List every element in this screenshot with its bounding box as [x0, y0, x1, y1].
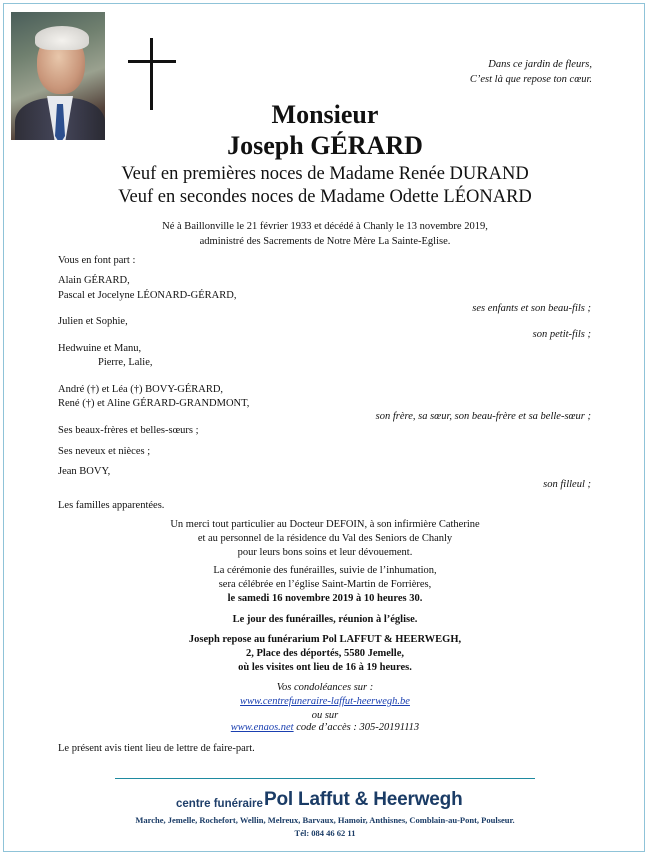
condolences-url-2-wrap: [0, 721, 650, 736]
funerarium-line-1: Joseph repose au funérarium Pol LAFFUT & HEERWEGH,: [188, 634, 462, 645]
title-monsieur: Monsieur: [271, 100, 379, 129]
siblings-line-2: René (†) et Aline GÉRARD-GRANDMONT,: [58, 398, 250, 409]
thanks-line-1: Un merci tout particulier au Docteur DEFOIN, à son infirmière Catherine: [170, 519, 480, 530]
grandson: Julien et Sophie,: [58, 316, 128, 327]
godson-role: son filleul ;: [543, 479, 591, 490]
poem-line-2: C’est là que repose ton cœur.: [469, 74, 592, 85]
in-laws: Ses beaux-frères et belles-sœurs ;: [58, 425, 199, 436]
ceremony-line-2: sera célébrée en l’église Saint-Martin de Forrières,: [218, 579, 432, 590]
access-code: code d’accès : 305-20191113: [293, 722, 420, 733]
nephews: Ses neveux et nièces ;: [58, 446, 151, 457]
footer-brand-logo: Pol Laffut & Heerwegh: [264, 789, 463, 810]
siblings-line-1: André (†) et Léa (†) BOVY-GÉRARD,: [58, 384, 224, 395]
grandson-role: son petit-fils ;: [532, 329, 591, 340]
condolences-or: ou sur: [311, 710, 339, 721]
widow-line-2: Veuf en secondes noces de Madame Odette LÉONARD: [118, 187, 532, 207]
footer-label: centre funéraire: [176, 798, 263, 810]
siblings-role: son frère, sa sœur, son beau-frère et sa belle-sœur ;: [375, 411, 591, 422]
closing-text: Le présent avis tient lieu de lettre de faire-part.: [58, 743, 255, 754]
ceremony-line-1: La cérémonie des funérailles, suivie de l’inhumation,: [213, 565, 437, 576]
children-line-2: Pascal et Jocelyne LÉONARD-GÉRARD,: [58, 290, 237, 301]
condolences-url-1-wrap: [0, 695, 650, 710]
widow-info: [0, 163, 650, 209]
footer-divider: [115, 778, 535, 779]
children-role: ses enfants et son beau-fils ;: [472, 303, 591, 314]
condolences-link-1[interactable]: www.centrefuneraire-laffut-heerwegh.be: [240, 696, 410, 707]
birth-line-1: Né à Baillonville le 21 février 1933 et décédé à Chanly le 13 novembre 2019,: [162, 221, 488, 232]
birth-info: [0, 219, 650, 249]
funerarium-line-2: 2, Place des déportés, 5580 Jemelle,: [245, 648, 405, 659]
widow-line-1: Veuf en premières noces de Madame Renée DURAND: [121, 164, 529, 184]
great-grandchildren-2: Pierre, Lalie,: [98, 357, 153, 368]
birth-line-2: administré des Sacrements de Notre Mère La Sainte-Eglise.: [199, 236, 451, 247]
great-grandchildren-1: Hedwuine et Manu,: [58, 343, 142, 354]
thanks-line-2: et au personnel de la résidence du Val des Seniors de Chanly: [197, 533, 453, 544]
condolences-intro: Vos condoléances sur :: [276, 682, 374, 693]
poem: [470, 57, 592, 87]
poem-line-1: Dans ce jardin de fleurs,: [488, 59, 592, 70]
funerarium-line-3: où les visites ont lieu de 16 à 19 heures.: [238, 662, 412, 673]
condolences-link-2[interactable]: www.enaos.net: [230, 722, 294, 733]
children-line-1: Alain GÉRARD,: [58, 275, 130, 286]
relatives: Les familles apparentées.: [58, 500, 165, 511]
godson: Jean BOVY,: [58, 466, 111, 477]
footer-phone: Tél: 084 46 62 11: [294, 828, 356, 838]
family-intro: Vous en font part :: [58, 255, 136, 266]
footer-towns: Marche, Jemelle, Rochefort, Wellin, Melreux, Barvaux, Hamoir, Anthisnes, Comblain-au-Pont, Poulseur.: [135, 815, 515, 825]
ceremony-date: le samedi 16 novembre 2019 à 10 heures 30.: [227, 593, 423, 604]
deceased-name: Joseph GÉRARD: [227, 131, 423, 160]
thanks-line-3: pour leurs bons soins et leur dévouement.: [237, 547, 413, 558]
ceremony-meeting: Le jour des funérailles, réunion à l’église.: [232, 614, 418, 625]
